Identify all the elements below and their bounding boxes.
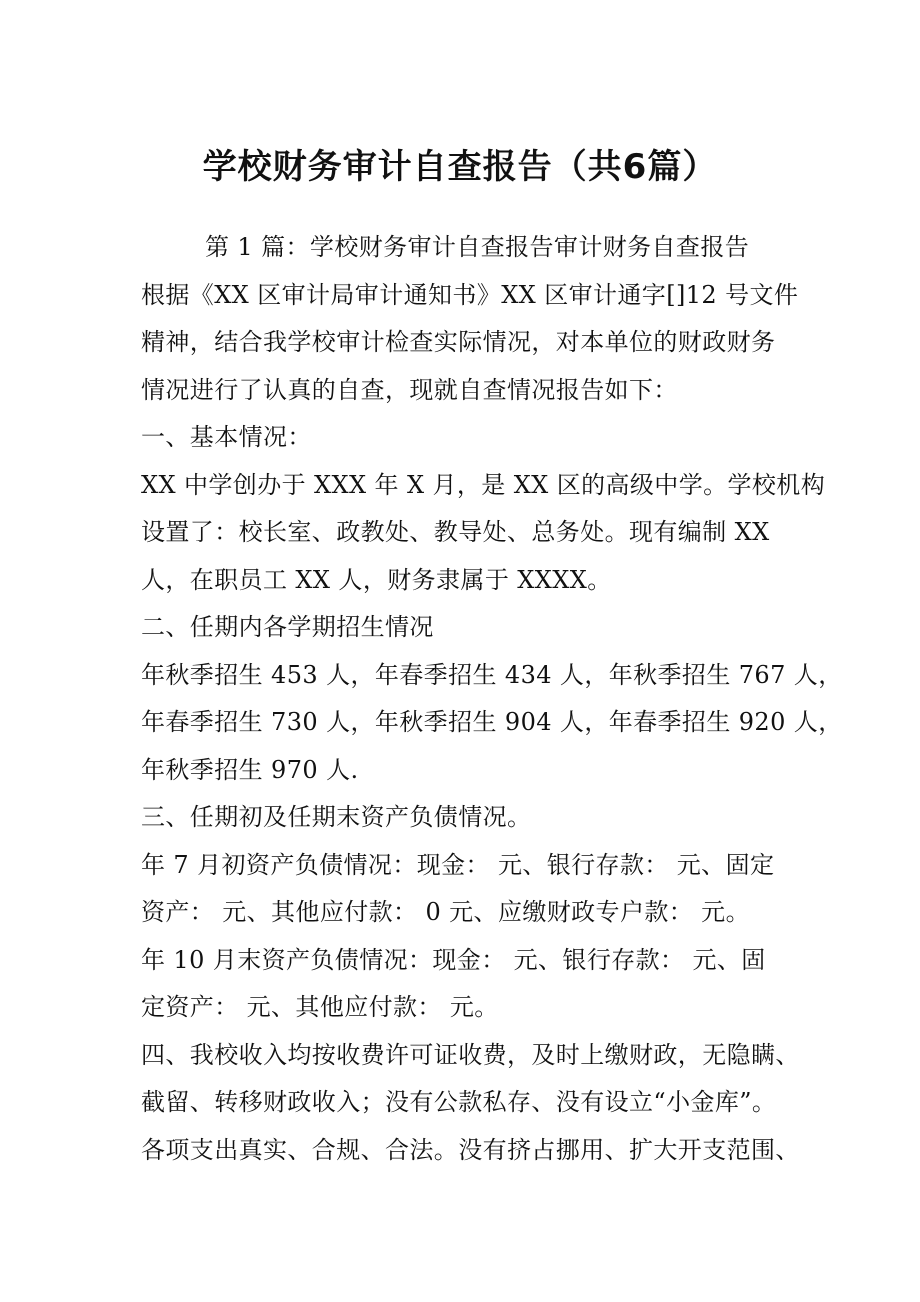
paragraph-line: 年 7 月初资产负债情况：现金： 元、银行存款： 元、固定 [141, 850, 775, 879]
section-heading-line: 二、任期内各学期招生情况 [141, 613, 434, 641]
paragraph-line: 人，在职员工 XX 人，财务隶属于 XXXX。 [141, 565, 612, 594]
paragraph-line: 年 10 月末资产负债情况：现金： 元、银行存款： 元、固 [141, 945, 766, 974]
paragraph-line: 根据《XX 区审计局审计通知书》XX 区审计通字[]12 号文件 [141, 280, 799, 309]
paragraph-line: 截留、转移财政收入；没有公款私存、没有设立“小金库”。 [141, 1088, 777, 1116]
paragraph-line: 定资产： 元、其他应付款： 元。 [141, 993, 499, 1021]
paragraph-line: 年春季招生 730 人，年秋季招生 904 人，年春季招生 920 人， [141, 708, 843, 736]
paragraph-line: 精神，结合我学校审计检查实际情况，对本单位的财政财务 [141, 328, 776, 356]
document-title: 学校财务审计自查报告（共6篇） [202, 147, 718, 187]
paragraph-line: 年秋季招生 453 人，年春季招生 434 人，年秋季招生 767 人， [141, 660, 843, 689]
paragraph-line: XX 中学创办于 XXX 年 X 月，是 XX 区的高级中学。学校机构 [141, 470, 826, 499]
section-heading-line: 第 1 篇：学校财务审计自查报告审计财务自查报告 [205, 233, 750, 261]
paragraph-line: 情况进行了认真的自查，现就自查情况报告如下： [141, 375, 678, 404]
section-heading-line: 三、任期初及任期末资产负债情况。 [141, 803, 532, 831]
paragraph-line: 四、我校收入均按收费许可证收费，及时上缴财政，无隐瞒、 [141, 1040, 800, 1069]
paragraph-line: 年秋季招生 970 人. [141, 755, 359, 784]
paragraph-line: 设置了：校长室、政教处、教导处、总务处。现有编制 XX [141, 518, 770, 546]
document-body [141, 224, 843, 1174]
section-heading-line: 一、基本情况： [141, 423, 312, 451]
paragraph-line: 资产： 元、其他应付款： 0 元、应缴财政专户款： 元。 [141, 898, 750, 926]
paragraph-line: 各项支出真实、合规、合法。没有挤占挪用、扩大开支范围、 [141, 1135, 800, 1164]
